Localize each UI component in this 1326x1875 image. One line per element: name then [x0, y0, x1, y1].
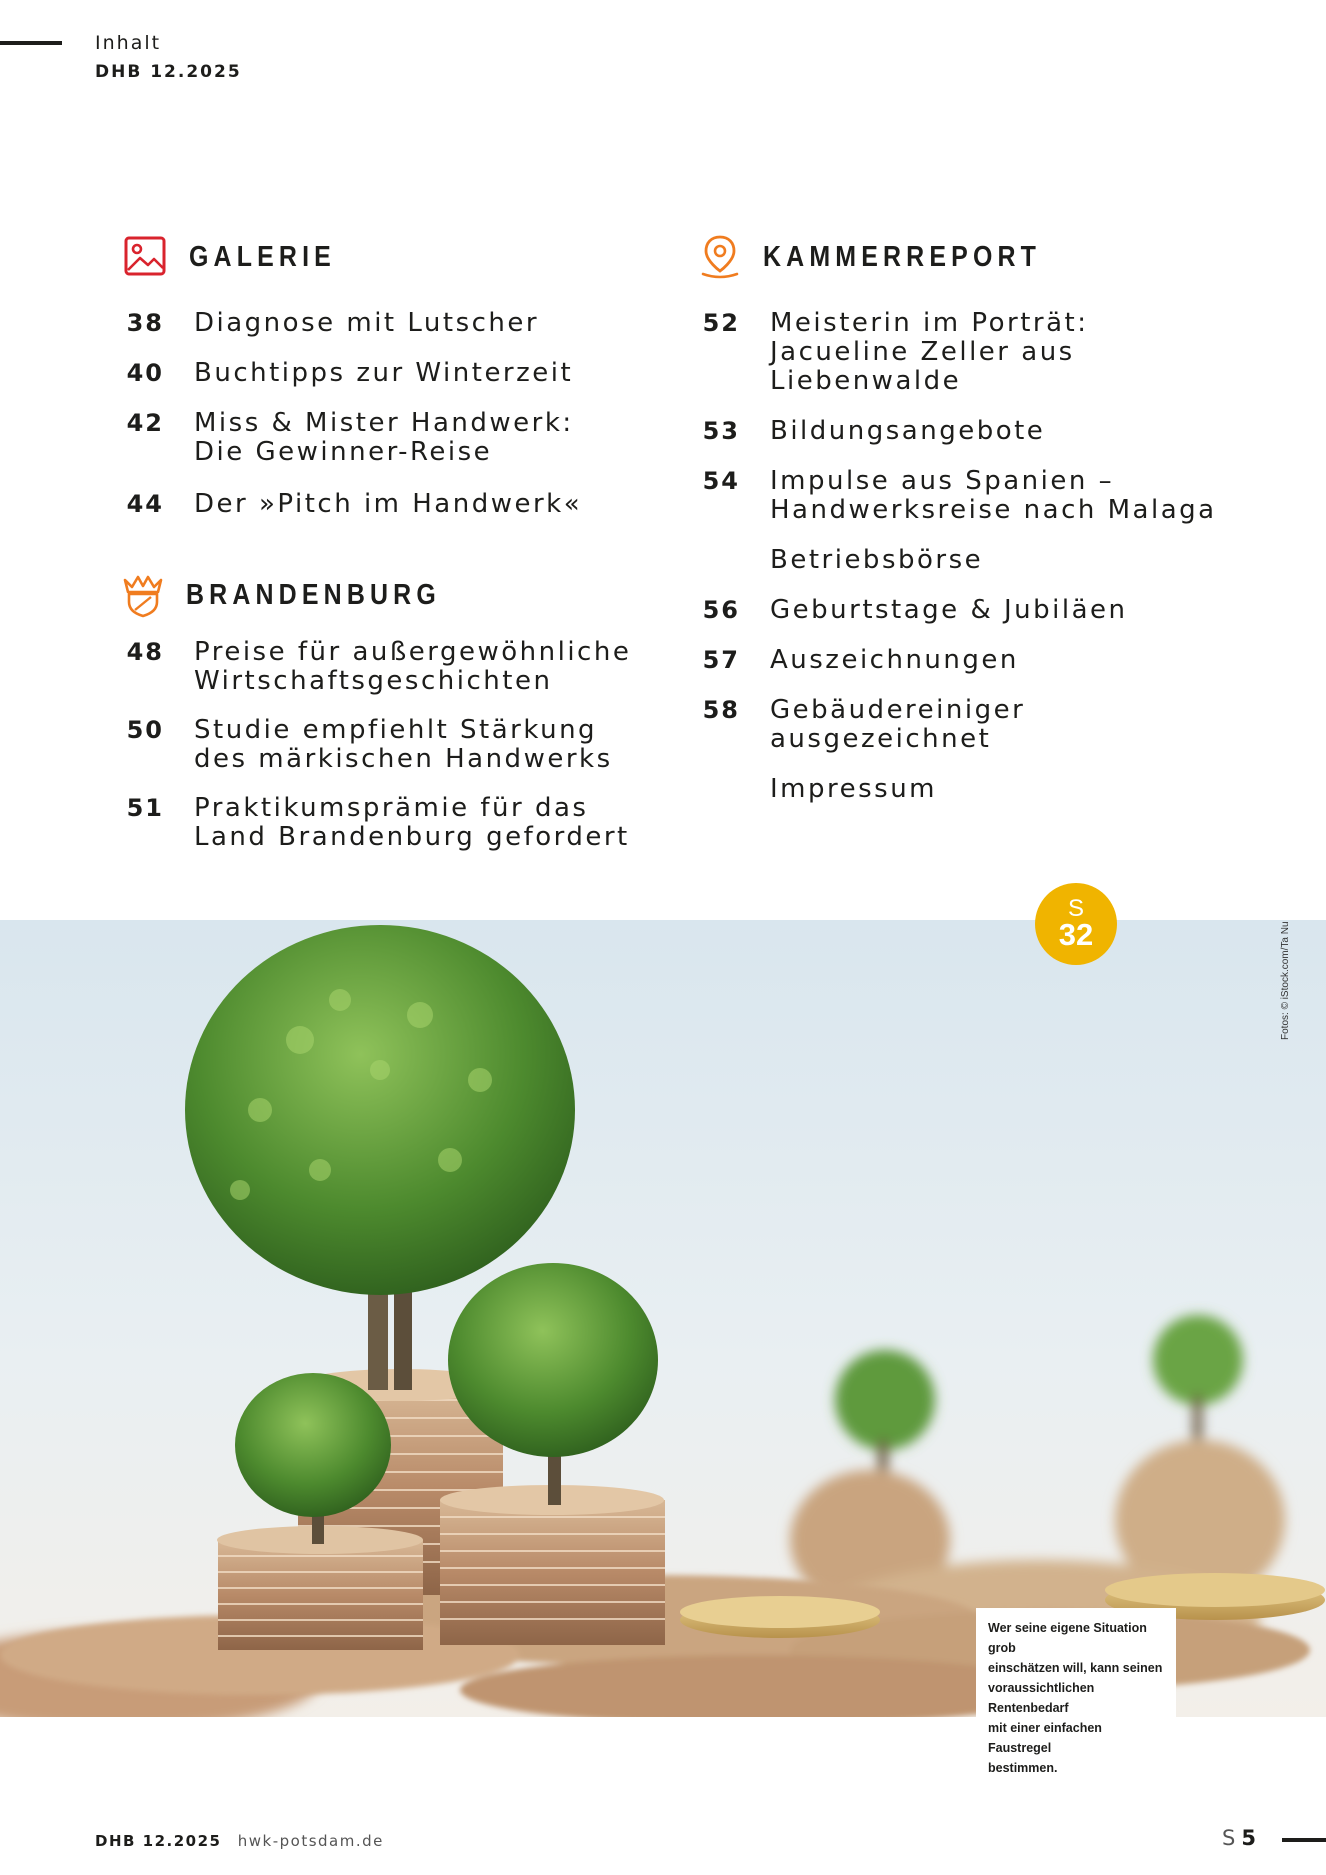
toc-title-line: Handwerksreise nach Malaga — [770, 495, 1217, 525]
toc-title — [194, 309, 539, 338]
toc-entry[interactable] — [104, 638, 631, 696]
toc-page-number: 51 — [126, 794, 164, 822]
bottom-rule — [1282, 1838, 1326, 1842]
toc-title-line: Praktikumsprämie für das — [194, 793, 589, 823]
toc-title-line: Der »Pitch im Handwerk« — [194, 489, 583, 519]
toc-title-line: Studie empfiehlt Stärkung — [194, 715, 598, 745]
toc-title — [770, 596, 1128, 625]
photo-caption — [976, 1608, 1176, 1790]
cover-photo — [0, 917, 1326, 1717]
toc-title — [194, 490, 582, 519]
toc-title-line: Buchtipps zur Winterzeit — [194, 358, 574, 388]
toc-title — [194, 409, 574, 467]
toc-entry[interactable] — [680, 309, 1088, 396]
page-badge — [1035, 883, 1117, 965]
toc-title — [770, 467, 1217, 525]
toc-page-number: 40 — [126, 359, 164, 387]
toc-title-line: Geburtstage & Jubiläen — [770, 595, 1128, 625]
badge-page: 32 — [1058, 917, 1094, 952]
toc-title — [194, 716, 613, 774]
toc-entry[interactable] — [680, 646, 1019, 675]
toc-page-number: 53 — [702, 417, 740, 445]
toc-entry[interactable] — [680, 467, 1217, 525]
toc-title — [194, 638, 631, 696]
toc-title-line: Betriebsbörse — [770, 545, 984, 575]
section-title: KAMMERREPORT — [763, 240, 1042, 273]
toc-title-line: Wirtschaftsgeschichten — [194, 666, 553, 696]
toc-page-number: 54 — [702, 467, 740, 495]
toc-page-number: 58 — [702, 696, 740, 724]
toc-entry[interactable] — [104, 309, 539, 338]
toc-title — [770, 546, 983, 575]
toc-entry[interactable] — [104, 359, 573, 388]
caption-line: einschätzen will, kann seinen — [988, 1661, 1163, 1675]
image-icon — [123, 234, 169, 280]
caption-line: bestimmen. — [988, 1761, 1058, 1775]
toc-page-number: 38 — [126, 309, 164, 337]
toc-title-line: Impressum — [770, 774, 938, 804]
toc-title-line: Bildungsangebote — [770, 416, 1046, 446]
toc-title-line: Gebäudereiniger — [770, 695, 1026, 725]
footer-page: 5 — [1241, 1826, 1256, 1850]
toc-title — [770, 696, 1025, 754]
toc-title — [770, 309, 1088, 396]
page-kicker: Inhalt — [95, 32, 162, 54]
toc-entry[interactable] — [104, 409, 574, 467]
toc-title-line: Liebenwalde — [770, 366, 962, 396]
toc-page-number: 52 — [702, 309, 740, 337]
badge-prefix: S — [1067, 895, 1084, 922]
photo-credit: Fotos: © iStock.com/Ta Nu — [1280, 921, 1291, 1040]
trees-on-coins-illustration — [0, 917, 1326, 1717]
toc-title-line: Die Gewinner-Reise — [194, 437, 493, 467]
caption-line: voraussichtlichen Rentenbedarf — [988, 1681, 1095, 1715]
toc-page-number: 56 — [702, 596, 740, 624]
toc-title-line: Land Brandenburg gefordert — [194, 822, 630, 852]
footer-page-number — [1222, 1826, 1256, 1850]
toc-entry[interactable] — [680, 417, 1045, 446]
toc-page-number — [680, 775, 740, 804]
toc-page-number: 44 — [126, 490, 164, 518]
toc-entry[interactable] — [680, 596, 1128, 625]
toc-entry[interactable] — [104, 716, 613, 774]
toc-title-line: Miss & Mister Handwerk: — [194, 408, 574, 438]
section-kammerreport-header — [697, 234, 1086, 280]
toc-title-line: Impulse aus Spanien – — [770, 466, 1115, 496]
footer-page-prefix: S — [1222, 1826, 1236, 1850]
toc-title-line: ausgezeichnet — [770, 724, 992, 754]
toc-page-number: 50 — [126, 716, 164, 744]
issue-label: DHB 12.2025 — [95, 62, 242, 82]
toc-page-number: 57 — [702, 646, 740, 674]
footer-left — [95, 1832, 384, 1850]
toc-entry[interactable] — [680, 696, 1025, 754]
section-galerie-header — [123, 234, 360, 280]
toc-title-line: des märkischen Handwerks — [194, 744, 613, 774]
toc-entry[interactable] — [680, 546, 983, 575]
top-rule — [0, 41, 62, 45]
toc-entry[interactable] — [104, 490, 582, 519]
toc-title-line: Meisterin im Porträt: — [770, 308, 1089, 338]
toc-title — [770, 775, 937, 804]
toc-title — [194, 794, 630, 852]
toc-entry[interactable] — [104, 794, 630, 852]
toc-page-number: 42 — [126, 409, 164, 437]
toc-entry[interactable] — [680, 775, 937, 804]
footer-issue: DHB 12.2025 — [95, 1832, 222, 1850]
toc-title — [770, 646, 1019, 675]
section-title: BRANDENBURG — [186, 578, 441, 611]
toc-title-line: Diagnose mit Lutscher — [194, 308, 540, 338]
toc-page-number: 48 — [126, 638, 164, 666]
toc-title-line: Auszeichnungen — [770, 645, 1019, 675]
caption-line: mit einer einfachen Faustregel — [988, 1721, 1102, 1755]
section-title: GALERIE — [189, 240, 336, 273]
toc-title — [194, 359, 573, 388]
caption-line: Wer seine eigene Situation grob — [988, 1621, 1147, 1655]
location-pin-icon — [697, 234, 743, 280]
toc-title-line: Preise für außergewöhnliche — [194, 637, 632, 667]
crown-shield-icon — [120, 572, 166, 618]
toc-title-line: Jacueline Zeller aus — [770, 337, 1075, 367]
footer-site-link[interactable]: hwk-potsdam.de — [237, 1832, 384, 1850]
toc-page-number — [680, 546, 740, 575]
section-brandenburg-header — [120, 572, 482, 618]
toc-title — [770, 417, 1045, 446]
